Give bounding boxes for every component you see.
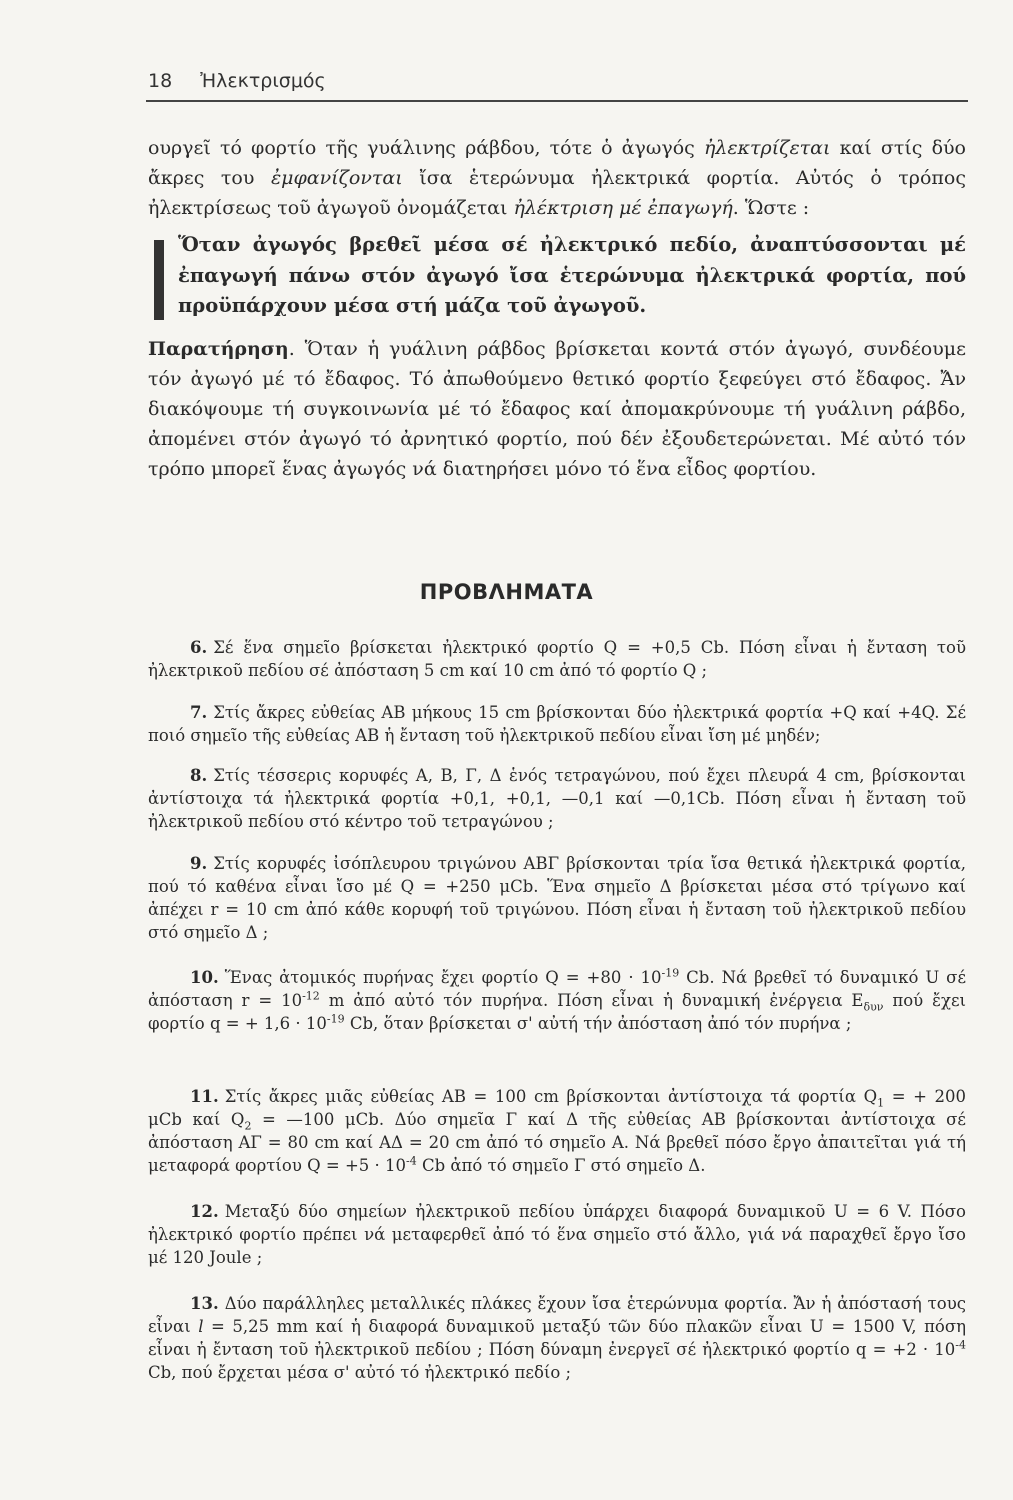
problem-number: 12. <box>190 1202 219 1221</box>
problem-number: 11. <box>190 1087 219 1106</box>
remark-text: . Ὅταν ἡ γυάλινη ράβδος βρίσκεται κοντά στόν ἀγωγό, συνδέουμε τόν ἀγωγό μέ τό ἔδαφος. Τό ἀπωθούμενο θετικό φορτίο ξεφεύγει στό ἔδαφος. Ἄν διακόψουμε τή συγκοινωνία μέ τό ἔδαφος καί ἀπομακρύνουμε τή γυάλινη ράβδο, ἀπομένει στόν ἀγωγό τό ἀρνητικό φορτίο, πού δέν ἐξουδετερώνεται. Μέ αὐτό τόν τρόπο μπορεῖ ἕνας ἀγωγός νά διατηρήσει μόνο τό ἕνα εἶδος φορτίου. <box>148 338 966 480</box>
problem-text: Μεταξύ δύο σημείων ἠλεκτρικοῦ πεδίου ὑπάρχει διαφορά δυναμικοῦ U = 6 V. Πόσο ἠλεκτρικό φορτίο πρέπει νά μεταφερθεῖ ἀπό τό ἕνα σημεῖο στό ἄλλο, γιά νά παραχθεῖ ἔργο ἴσο μέ 120 Joule ; <box>148 1202 966 1267</box>
problem-text-b: = 5,25 mm καί ἡ διαφορά δυναμικοῦ μεταξύ τῶν δύο πλακῶν εἶναι U = 1500 V, πόση εἶναι ἡ ἔνταση τοῦ ἠλεκτρικοῦ πεδίου ; Πόση δύναμη ἐνεργεῖ σέ ἠλεκτρικό φορτίο q = +2 · 10 <box>148 1317 967 1359</box>
remark-label: Παρατήρηση <box>148 338 289 360</box>
problem-text-a: Στίς ἄκρες μιᾶς εὐθείας AB = 100 cm βρίσκονται ἀντίστοιχα τά φορτία Q <box>224 1087 878 1106</box>
subscript: 1 <box>877 1096 885 1110</box>
intro-text-4: . Ὥστε : <box>732 197 810 219</box>
remark-paragraph <box>148 334 966 484</box>
exponent: -12 <box>302 989 320 1003</box>
problem-number: 13. <box>190 1294 219 1313</box>
problem-number: 8. <box>190 766 208 785</box>
problem-text-c: m ἀπό αὐτό τόν πυρήνα. Πόση εἶναι ἡ δυναμική ἐνέργεια E <box>319 991 864 1010</box>
subscript: 2 <box>244 1119 252 1133</box>
header-rule <box>146 100 968 102</box>
problem-text: Στίς κορυφές ἰσόπλευρου τριγώνου ABΓ βρίσκονται τρία ἴσα θετικά ἠλεκτρικά φορτία, πού τό καθένα εἶναι ἴσο μέ Q = +250 μCb. Ἕνα σημεῖο Δ βρίσκεται μέσα στό τρίγωνο καί ἀπέχει r = 10 cm ἀπό κάθε κορυφή τοῦ τριγώνου. Πόση εἶναι ἡ ἔνταση τοῦ ἠλεκτρικοῦ πεδίου στό σημεῖο Δ ; <box>148 854 966 942</box>
page-number: 18 <box>148 70 173 92</box>
intro-text-1: ουργεῖ τό φορτίο τῆς γυάλινης ράβδου, τότε ὁ ἀγωγός <box>148 137 704 159</box>
problem-text-d: πού ἔχει φορτίο q = + 1,6 · 10 <box>148 991 967 1033</box>
problem-text-a: Ἕνας ἀτομικός πυρήνας ἔχει φορτίο Q = +80 · 10 <box>224 968 662 987</box>
problem-13 <box>148 1292 966 1384</box>
intro-italic-2: ἐμφανίζονται <box>270 167 403 189</box>
exponent: -4 <box>406 1154 417 1168</box>
variable-l: l <box>198 1317 204 1336</box>
intro-paragraph <box>148 133 966 223</box>
problem-6 <box>148 636 966 682</box>
exponent: -19 <box>326 1012 345 1026</box>
problem-text-b: = + 200 μCb καί Q <box>148 1087 966 1129</box>
problem-number: 10. <box>190 968 219 987</box>
running-title: Ἠλεκτρισμός <box>200 70 326 92</box>
exponent: -19 <box>661 966 680 980</box>
problem-text-e: Cb, ὅταν βρίσκεται σ' αὐτή τήν ἀπόσταση ἀπό τόν πυρήνα ; <box>344 1014 852 1033</box>
problem-11 <box>148 1085 966 1177</box>
problem-text-d: Cb ἀπό τό σημεῖο Γ στό σημεῖο Δ. <box>416 1156 706 1175</box>
problem-text: Στίς τέσσερις κορυφές A, B, Γ, Δ ἑνός τετραγώνου, πού ἔχει πλευρά 4 cm, βρίσκονται ἀντίστοιχα τά ἠλεκτρικά φορτία +0,1, +0,1, —0,1 καί —0,1Cb. Πόση εἶναι ἡ ἔνταση τοῦ ἠλεκτρικοῦ πεδίου στό κέντρο τοῦ τετραγώνου ; <box>148 766 966 831</box>
problem-number: 9. <box>190 854 208 873</box>
rule-statement: Ὅταν ἀγωγός βρεθεῖ μέσα σέ ἠλεκτρικό πεδίο, ἀναπτύσσονται μέ ἐπαγωγή πάνω στόν ἀγωγό ἴσα ἑτερώνυμα ἠλεκτρικά φορτία, πού προϋπάρχουν μέσα στή μάζα τοῦ ἀγωγοῦ. <box>178 233 966 317</box>
problem-text-c: Cb, πού ἔρχεται μέσα σ' αὐτό τό ἠλεκτρικό πεδίο ; <box>148 1363 572 1382</box>
rule-margin-bar <box>154 240 164 320</box>
problem-number: 7. <box>190 703 208 722</box>
problem-7 <box>148 701 966 747</box>
problem-text-c: = —100 μCb. Δύο σημεῖα Γ καί Δ τῆς εὐθείας AB βρίσκονται ἀντίστοιχα σέ ἀπόσταση AΓ = 80 cm καί AΔ = 20 cm ἀπό τό σημεῖο A. Νά βρεθεῖ πόσο ἔργο ἀπαιτεῖται γιά τή μεταφορά φορτίου Q = +5 · 10 <box>148 1110 966 1175</box>
problem-number: 6. <box>190 638 208 657</box>
page-header <box>148 70 968 92</box>
intro-text-2: καί στίς δύο ἄκρες του <box>148 137 966 189</box>
problem-text: Σέ ἕνα σημεῖο βρίσκεται ἠλεκτρικό φορτίο Q = +0,5 Cb. Πόση εἶναι ἡ ἔνταση τοῦ ἠλεκτρικοῦ πεδίου σέ ἀπόσταση 5 cm καί 10 cm ἀπό τό φορτίο Q ; <box>148 638 966 680</box>
section-title: ΠΡΟΒΛΗΜΑΤΑ <box>419 580 594 604</box>
problem-text-b: Cb. Νά βρεθεῖ τό δυναμικό U σέ ἀπόσταση r = 10 <box>148 968 966 1010</box>
intro-italic-1: ἠλεκτρίζεται <box>703 137 831 159</box>
problem-12 <box>148 1200 966 1269</box>
problem-text-a: Δύο παράλληλες μεταλλικές πλάκες ἔχουν ἴσα ἑτερώνυμα φορτία. Ἄν ἡ ἀπόστασή τους εἶναι <box>148 1294 966 1336</box>
problem-8 <box>148 764 966 833</box>
subscript: δυν <box>863 1000 884 1014</box>
problem-10 <box>148 966 966 1035</box>
intro-text-3: ἴσα ἑτερώνυμα ἠλεκτρικά φορτία. Αὐτός ὁ τρόπος ἠλεκτρίσεως τοῦ ἀγωγοῦ ὀνομάζεται <box>148 167 966 219</box>
problem-9 <box>148 852 966 944</box>
problem-text: Στίς ἄκρες εὐθείας AB μήκους 15 cm βρίσκονται δύο ἠλεκτρικά φορτία +Q καί +4Q. Σέ ποιό σημεῖο τῆς εὐθείας AB ἡ ἔνταση τοῦ ἠλεκτρικοῦ πεδίου εἶναι ἴση μέ μηδέν; <box>148 703 966 745</box>
intro-italic-3: ἠλέκτριση μέ ἐπαγωγή <box>513 197 733 219</box>
exponent: -4 <box>955 1338 966 1352</box>
